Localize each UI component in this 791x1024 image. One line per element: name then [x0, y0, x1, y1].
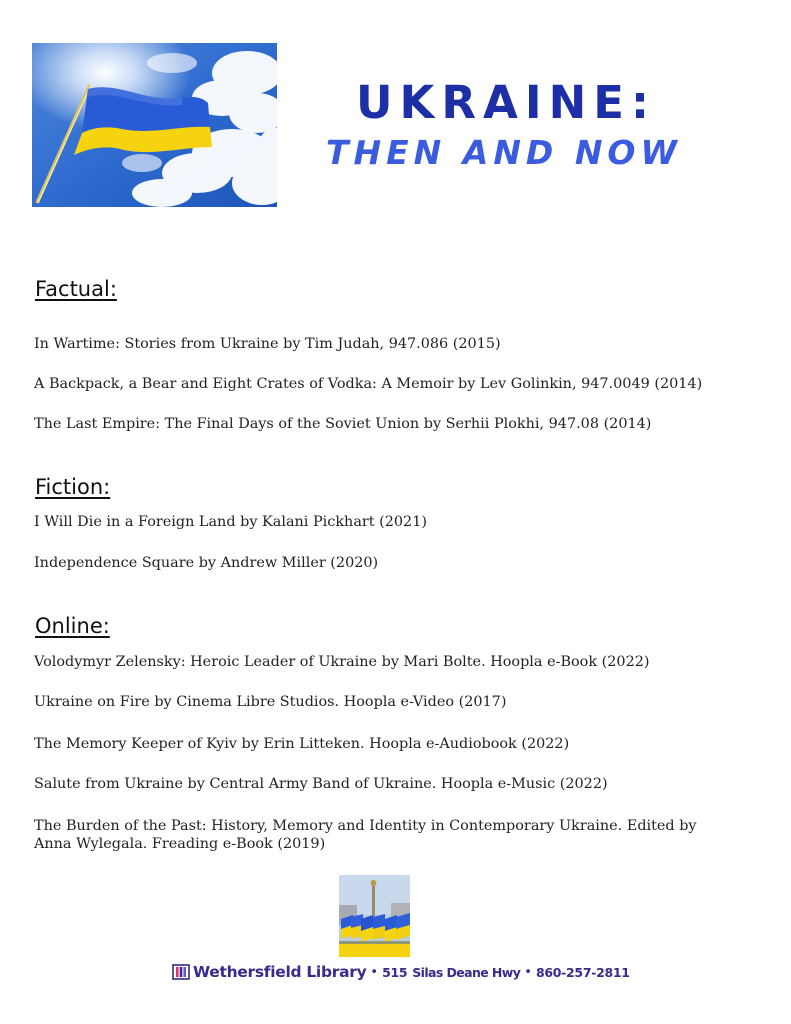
section-heading-fiction: Fiction:	[35, 475, 111, 499]
page-subtitle: THEN AND NOW	[326, 133, 682, 172]
separator: •	[370, 964, 379, 980]
phone-number: 860-257-2811	[535, 964, 630, 980]
ukrainian-flag-photo	[32, 43, 277, 207]
page-title: UKRAINE:	[356, 76, 657, 129]
list-item: The Memory Keeper of Kyiv by Erin Litteken. Hoopla e-Audiobook (2022)	[34, 736, 570, 752]
separator: •	[524, 964, 532, 980]
list-item: Salute from Ukraine by Central Army Band of Ukraine. Hoopla e-Music (2022)	[34, 776, 608, 792]
list-item: A Backpack, a Bear and Eight Crates of Vodka: A Memoir by Lev Golinkin, 947.0049 (2014)	[34, 376, 703, 392]
address-number: 515	[382, 964, 408, 980]
list-item: I Will Die in a Foreign Land by Kalani Pickhart (2021)	[34, 514, 427, 530]
book-icon	[172, 964, 190, 980]
list-item: The Last Empire: The Final Days of the Soviet Union by Serhii Plokhi, 947.08 (2014)	[34, 416, 652, 432]
library-name: Wethersfield Library	[193, 963, 367, 981]
list-item: The Burden of the Past: History, Memory and Identity in Contemporary Ukraine. Edited by Anna Wylegala. Freading e-Book (2019)	[34, 818, 697, 852]
address-street: Silas Deane Hwy	[412, 964, 521, 980]
list-item: In Wartime: Stories from Ukraine by Tim Judah, 947.086 (2015)	[34, 336, 501, 352]
list-item: Volodymyr Zelensky: Heroic Leader of Ukraine by Mari Bolte. Hoopla e-Book (2022)	[34, 654, 650, 670]
section-heading-online: Online:	[35, 614, 110, 638]
section-heading-factual: Factual:	[35, 277, 117, 301]
list-item: Ukraine on Fire by Cinema Libre Studios. Hoopla e-Video (2017)	[34, 694, 507, 710]
kyiv-flags-photo	[339, 875, 410, 957]
list-item: Independence Square by Andrew Miller (2020)	[34, 555, 379, 571]
footer	[172, 962, 630, 982]
